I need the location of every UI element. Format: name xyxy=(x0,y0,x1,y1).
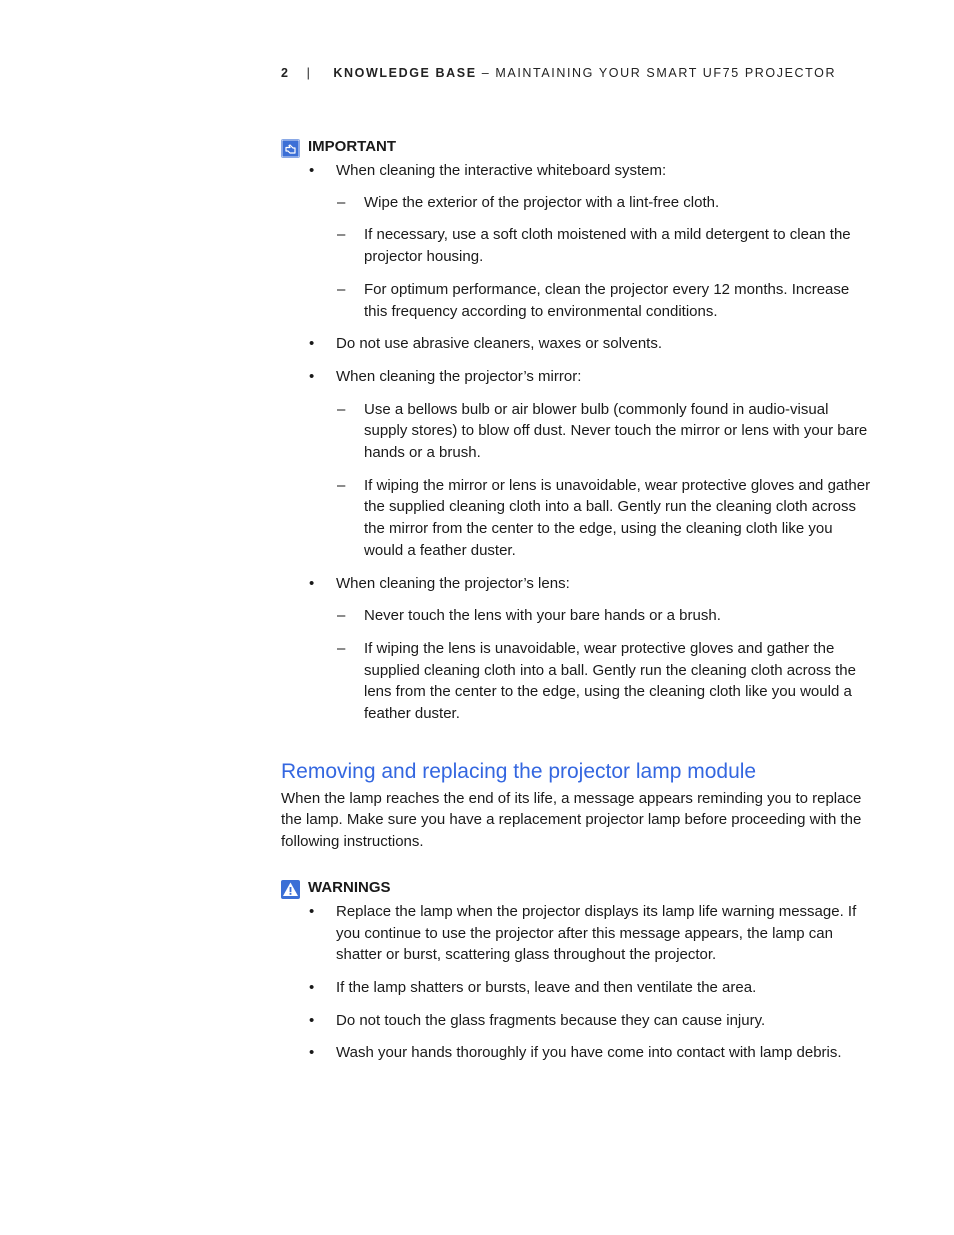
list-item-text: When cleaning the interactive whiteboard system: xyxy=(336,162,667,179)
pointing-hand-icon xyxy=(281,139,300,158)
header-subtitle: – MAINTAINING YOUR SMART UF75 PROJECTOR xyxy=(481,66,837,80)
bullet-mark: • xyxy=(309,978,315,996)
page-header xyxy=(281,66,836,80)
bullet-mark: • xyxy=(309,574,315,592)
sub-list-item-text: If wiping the lens is unavoidable, wear protective gloves and gather the supplied cleaning cloth into a ball. Gently run the cleaning cloth across the lens from the center to the edge, using the cleaning cloth like you would a feather duster. xyxy=(364,639,856,723)
page-number: 2 xyxy=(281,66,290,80)
sub-list-item-text: Use a bellows bulb or air blower bulb (commonly found in audio-visual supply stores) to blow off dust. Never touch the mirror or lens with your bare hands or a brush. xyxy=(364,400,868,462)
list-item xyxy=(281,366,871,388)
sub-list-item-text: If necessary, use a soft cloth moistened with a mild detergent to clean the projector housing. xyxy=(364,226,851,266)
dash-mark: – xyxy=(337,607,346,625)
header-separator: | xyxy=(306,66,312,80)
section-paragraph: When the lamp reaches the end of its life, a message appears reminding you to replace the lamp. Make sure you have a replacement projector lamp before proceeding with the following instructions. xyxy=(281,789,862,851)
sub-list-item-text: Wipe the exterior of the projector with a lint-free cloth. xyxy=(364,193,720,211)
sub-list-item xyxy=(281,224,871,267)
list-item-text: Wash your hands thoroughly if you have come into contact with lamp debris. xyxy=(336,1044,842,1062)
bullet-mark: • xyxy=(309,162,315,179)
sub-list-item-text: Never touch the lens with your bare hands or a brush. xyxy=(364,607,721,625)
dash-mark: – xyxy=(337,476,346,494)
dash-mark: – xyxy=(337,400,346,418)
section-heading: Removing and replacing the projector lamp module xyxy=(281,759,757,783)
list-item xyxy=(281,901,871,966)
bullet-mark: • xyxy=(309,335,315,353)
list-item-text: When cleaning the projector’s mirror: xyxy=(336,367,582,385)
header-section: KNOWLEDGE BASE xyxy=(333,66,477,80)
page-content xyxy=(281,138,871,1075)
list-item xyxy=(281,573,871,595)
sub-list-item xyxy=(281,279,871,322)
sub-list-item-text: For optimum performance, clean the projector every 12 months. Increase this frequency according to environmental conditions. xyxy=(364,280,850,320)
bullet-mark: • xyxy=(309,1011,315,1029)
warnings-title: WARNINGS xyxy=(308,878,391,896)
dash-mark: – xyxy=(337,639,346,657)
list-item xyxy=(281,333,871,355)
warnings-heading xyxy=(281,879,871,901)
bullet-mark: • xyxy=(309,902,315,920)
list-item-text: When cleaning the projector’s lens: xyxy=(336,574,570,592)
list-item xyxy=(281,1042,871,1064)
sub-list-item xyxy=(281,192,871,214)
dash-mark: – xyxy=(337,226,346,244)
list-item xyxy=(281,160,871,182)
bullet-mark: • xyxy=(309,367,315,385)
sub-list-item xyxy=(281,399,871,464)
important-heading xyxy=(281,138,871,160)
dash-mark: – xyxy=(337,193,346,211)
important-title: IMPORTANT xyxy=(308,138,397,155)
sub-list-item xyxy=(281,638,871,725)
sub-list-item-text: If wiping the mirror or lens is unavoidable, wear protective gloves and gather the supplied cleaning cloth into a ball. Gently run the cleaning cloth across the mirror from the center to the edge, using the cleaning cloth like you would a feather duster. xyxy=(364,476,871,559)
list-item xyxy=(281,977,871,999)
sub-list-item xyxy=(281,605,871,627)
warning-triangle-icon xyxy=(281,880,300,899)
sub-list-item xyxy=(281,475,871,562)
bullet-mark: • xyxy=(309,1044,315,1062)
list-item-text: Do not touch the glass fragments because they can cause injury. xyxy=(336,1011,766,1029)
list-item-text: Do not use abrasive cleaners, waxes or solvents. xyxy=(336,335,662,353)
list-item-text: If the lamp shatters or bursts, leave and then ventilate the area. xyxy=(336,978,757,996)
dash-mark: – xyxy=(337,280,346,298)
list-item-text: Replace the lamp when the projector displays its lamp life warning message. If you continue to use the projector after this message appears, the lamp can shatter or burst, scattering glass throughout the projector. xyxy=(336,902,857,964)
list-item xyxy=(281,1010,871,1032)
